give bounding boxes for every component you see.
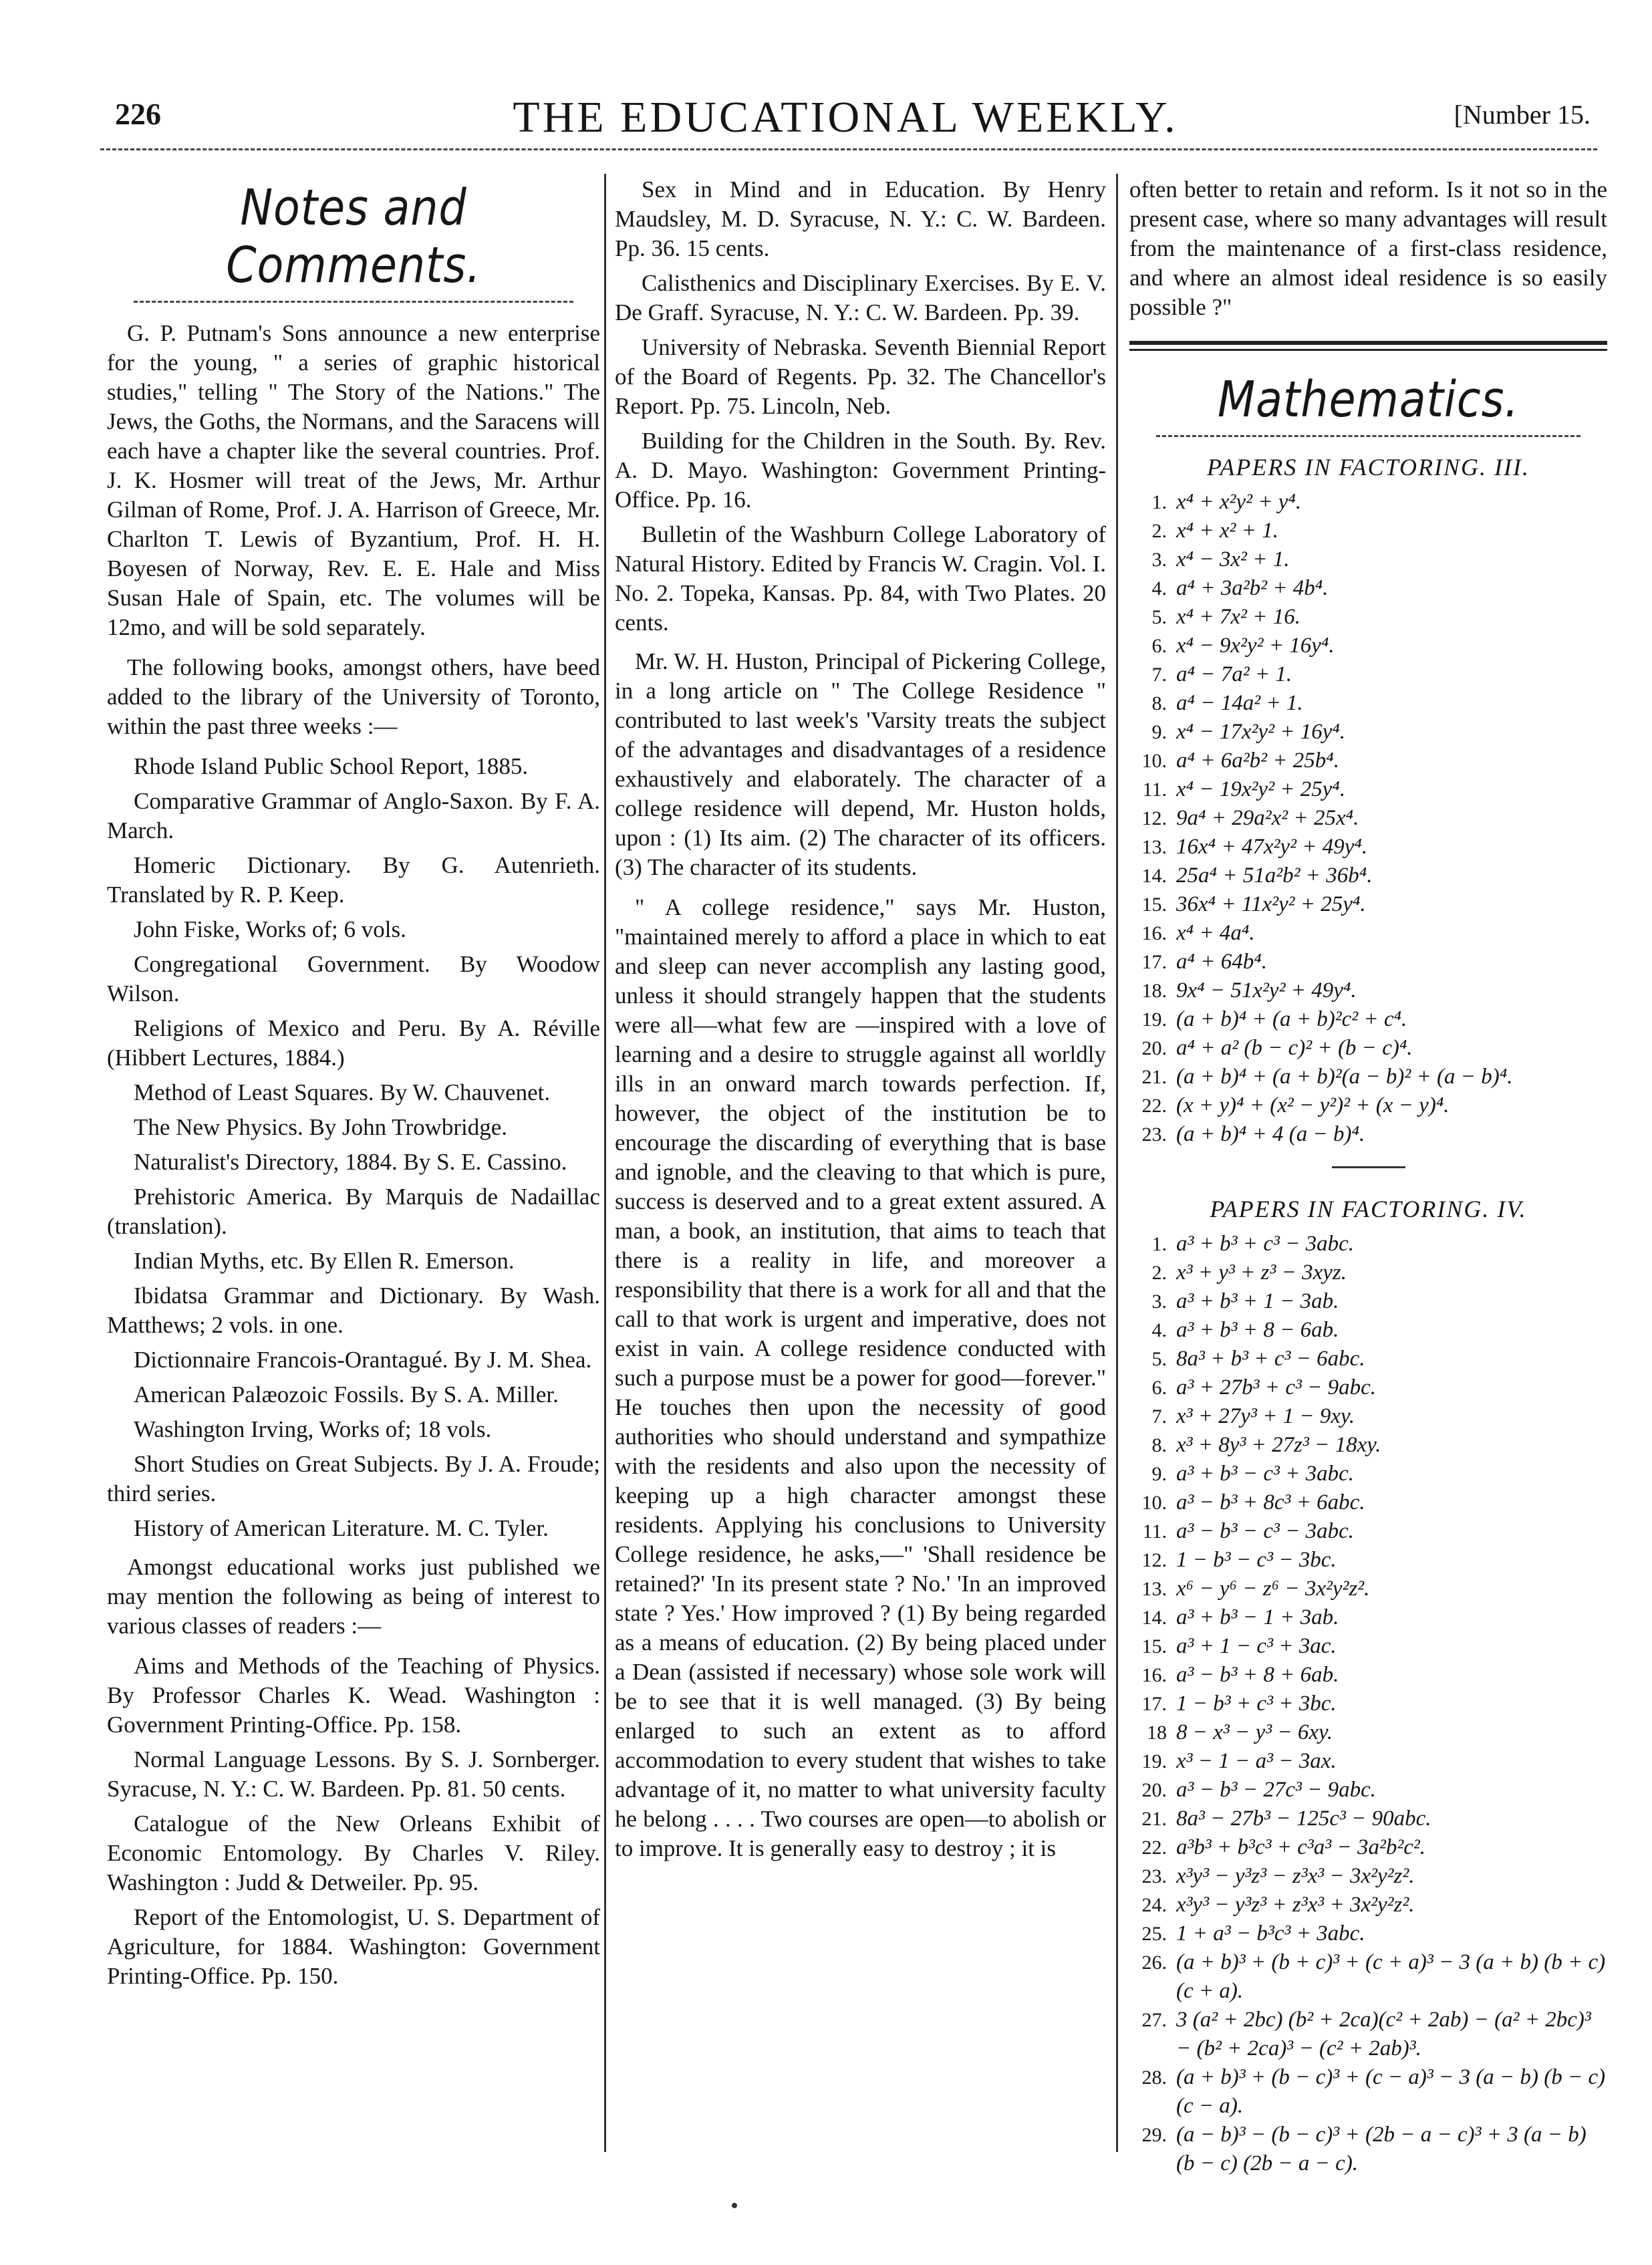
problem-expression: a³ − b³ + 8 + 6ab.: [1176, 1663, 1339, 1687]
problem-expression: x⁶ − y⁶ − z⁶ − 3x²y²z².: [1176, 1577, 1370, 1601]
list-item: Dictionnaire Francois-Orantagué. By J. M. Shea.: [134, 1347, 592, 1373]
list-item: American Palæozoic Fossils. By S. A. Miller.: [134, 1381, 559, 1408]
problem-item: [1129, 1833, 1607, 1862]
list-item: Rhode Island Public School Report, 1885.: [134, 753, 529, 779]
problem-item: [1129, 488, 1607, 517]
problem-item: [1129, 1805, 1607, 1833]
list-item: Catalogue of the New Orleans Exhibit of Economic Entomology. By Charles V. Riley. Washington : Judd & Detweiler. Pp. 95.: [107, 1811, 600, 1895]
problem-expression: a³ + b³ − 1 + 3ab.: [1176, 1605, 1339, 1629]
problem-number: 19.: [1141, 1750, 1167, 1772]
problem-item: [1129, 1345, 1607, 1373]
list-item: John Fiske, Works of; 6 vols.: [134, 916, 406, 942]
problem-number: 29.: [1141, 2124, 1167, 2146]
problem-item: [1129, 1063, 1607, 1091]
problem-item: [1129, 1891, 1607, 1919]
column-mathematics: [1129, 175, 1607, 2185]
problem-expression: 36x⁴ + 11x²y² + 25y⁴.: [1176, 892, 1366, 916]
problem-number: 10.: [1141, 750, 1167, 772]
problem-expression: a³ + b³ − c³ + 3abc.: [1176, 1462, 1355, 1486]
book-list: [107, 752, 600, 1543]
list-item: Comparative Grammar of Anglo-Saxon. By F. A. March.: [107, 788, 600, 843]
heading-rule: [134, 301, 573, 303]
problem-expression: x⁴ − 17x²y² + 16y⁴.: [1176, 720, 1346, 744]
issue-number: [Number 15.: [1454, 100, 1591, 130]
problem-number: 3.: [1151, 1291, 1167, 1313]
problem-item: [1129, 2121, 1607, 2178]
paragraph: Mr. W. H. Huston, Principal of Pickering College, in a long article on " The College Residence " contributed to last week's 'Varsity treats the subject of the advantages and disadvantages of a residence exhaustively and elaborately. The character of a college residence will depend, Mr. Huston holds, upon : (1) Its aim. (2) The character of its officers. (3) The character of its students.: [615, 648, 1106, 880]
problem-expression: (a + b)⁴ + (a + b)²c² + c⁴.: [1176, 1007, 1407, 1031]
problem-expression: x³ + 27y³ + 1 − 9xy.: [1176, 1404, 1355, 1428]
problem-item: [1129, 1517, 1607, 1546]
problem-item: [1129, 1575, 1607, 1603]
problem-item: [1129, 890, 1607, 919]
paragraph: The following books, amongst others, have beed added to the library of the University of Toronto, within the past three weeks :—: [107, 654, 600, 739]
problem-item: [1129, 1690, 1607, 1718]
problem-item: [1129, 1287, 1607, 1316]
problem-expression: 1 + a³ − b³c³ + 3abc.: [1176, 1921, 1365, 1946]
problem-number: 6.: [1151, 635, 1167, 657]
problem-number: 7.: [1151, 664, 1167, 686]
problem-expression: x⁴ + x²y² + y⁴.: [1176, 490, 1302, 514]
problem-expression: a⁴ − 7a² + 1.: [1176, 662, 1292, 686]
list-item: Prehistoric America. By Marquis de Nadaillac (translation).: [107, 1184, 600, 1239]
page-header: [100, 92, 1591, 146]
problem-expression: a³ + 27b³ + c³ − 9abc.: [1176, 1375, 1377, 1400]
problem-expression: (a + b)⁴ + (a + b)²(a − b)² + (a − b)⁴.: [1176, 1065, 1513, 1089]
problem-number: 9.: [1151, 721, 1167, 743]
problem-number: 16.: [1141, 1664, 1167, 1686]
problem-item: [1129, 660, 1607, 689]
paragraph: " A college residence," says Mr. Huston, "maintained merely to afford a place in which to eat and sleep can never accomplish any lasting good, unless it should strangely happen that the students were all—what few are —inspired with a love of learning and a desire to struggle against all worldly ills in an onward march towards perfection. If, however, the object of the institution be to encourage the discarding of everything that is base and ignoble, and the cleaving to that which is pure, success is deserved and to a great extent assured. A man, a book, an institution, that aims to teach that there is a reality in life, and moreover a responsibility that there is a work for all and that the call to that work is urgent and imperative, does not exist in vain. A college residence conducted with such a purpose must be a power for good—forever." He touches then upon the necessity of good authorities who should understand and sympathize with the residents and also upon the necessity of keeping up a high character amongst these residents. Applying his conclusions to University College residence, he asks,—" 'Shall residence be retained?' 'In its present state ? No.' 'In an improved state ? Yes.' How improved ? (1) By being regarded as a means of education. (2) By being placed under a Dean (assisted if necessary) whose sole work will be to see that it is well managed. (3) By being enlarged to such an extent as to afford accommodation to every student that wishes to take advantage of it, no matter to what university faculty he belong . . . . Two courses are open—to abolish or to improve. It is generally easy to destroy ; it is: [615, 894, 1106, 1861]
problem-item: [1129, 1258, 1607, 1287]
problem-expression: 16x⁴ + 47x²y² + 49y⁴.: [1176, 835, 1368, 859]
page-number: 226: [115, 97, 161, 131]
list-item: The New Physics. By John Trowbridge.: [134, 1114, 508, 1140]
problem-expression: a⁴ + 64b⁴.: [1176, 950, 1267, 974]
list-item: History of American Literature. M. C. Tyler.: [134, 1515, 549, 1541]
problem-expression: 25a⁴ + 51a²b² + 36b⁴.: [1176, 863, 1373, 888]
problem-expression: 3 (a² + 2bc) (b² + 2ca)(c² + 2ab) − (a² + 2bc)³ − (b² + 2ca)³ − (c² + 2ab)³.: [1176, 2008, 1591, 2060]
problem-number: 13.: [1141, 1578, 1167, 1600]
problem-item: [1129, 603, 1607, 632]
problem-number: 10.: [1141, 1492, 1167, 1514]
paragraph-continuation: often better to retain and reform. Is it not so in the present case, where so many advantages will result from the maintenance of a first-class residence, and where an almost ideal residence is so easily possible ?": [1129, 176, 1607, 320]
list-item: Ibidatsa Grammar and Dictionary. By Wash. Matthews; 2 vols. in one.: [107, 1283, 600, 1338]
section-heading-notes: Notes and Comments.: [226, 179, 481, 294]
list-item: Short Studies on Great Subjects. By J. A. Froude; third series.: [107, 1451, 600, 1506]
problem-item: [1129, 1603, 1607, 1632]
problem-expression: (a + b)³ + (b − c)³ + (c − a)³ − 3 (a − b) (b − c) (c − a).: [1176, 2065, 1606, 2118]
problem-expression: x⁴ − 3x² + 1.: [1176, 547, 1290, 571]
paragraph: G. P. Putnam's Sons announce a new enterprise for the young, " a series of graphic historical studies," telling " The Story of the Nations." The Jews, the Goths, the Normans, and the Saracens will each have a chapter like the several countries. Prof. J. K. Hosmer will treat of the Jews, Mr. Arthur Gilman of Rome, Prof. J. A. Harrison of Greece, Mr. Charlton T. Lewis of Byzantium, Prof. H. H. Boyesen of Norway, Rev. E. E. Hale and Miss Susan Hale of Spain, etc. The volumes will be 12mo, and will be sold separately.: [107, 320, 600, 640]
header-rule: [100, 148, 1597, 153]
section-rule: [1129, 341, 1607, 351]
list-item: Aims and Methods of the Teaching of Physics. By Professor Charles K. Wead. Washington : Government Printing-Office. Pp. 158.: [107, 1653, 600, 1738]
problem-number: 22.: [1141, 1837, 1167, 1859]
footer-dot: [732, 2203, 737, 2208]
problem-number: 17.: [1141, 1693, 1167, 1715]
problem-number: 1.: [1151, 1233, 1167, 1255]
problem-expression: x³ + 8y³ + 27z³ − 18xy.: [1176, 1433, 1381, 1457]
journal-title: THE EDUCATIONAL WEEKLY.: [513, 93, 1178, 142]
problem-expression: x³ + y³ + z³ − 3xyz.: [1176, 1260, 1347, 1285]
list-item: Method of Least Squares. By W. Chauvenet.: [134, 1079, 551, 1105]
problem-number: 19.: [1141, 1009, 1167, 1031]
problem-item: [1129, 1373, 1607, 1402]
problem-expression: 8 − x³ − y³ − 6xy.: [1176, 1720, 1333, 1744]
problem-number: 2.: [1151, 520, 1167, 542]
problem-item: [1129, 718, 1607, 747]
problem-expression: a⁴ − 14a² + 1.: [1176, 691, 1303, 715]
problem-expression: x⁴ − 19x²y² + 25y⁴.: [1176, 777, 1346, 801]
list-item: Building for the Children in the South. By. Rev. A. D. Mayo. Washington: Government Printing-Office. Pp. 16.: [615, 428, 1106, 513]
problem-item: [1129, 948, 1607, 976]
problem-number: 7.: [1151, 1406, 1167, 1428]
problem-expression: (a + b)⁴ + 4 (a − b)⁴.: [1176, 1122, 1365, 1146]
problem-item: [1129, 1005, 1607, 1034]
problem-list: [1129, 488, 1607, 1149]
problem-number: 11.: [1142, 1520, 1167, 1543]
problem-item: [1129, 1460, 1607, 1488]
problem-number: 6.: [1151, 1377, 1167, 1399]
problem-item: [1129, 1919, 1607, 1948]
problem-number: 11.: [1142, 779, 1167, 801]
problem-expression: (x + y)⁴ + (x² − y²)² + (x − y)⁴.: [1176, 1093, 1450, 1117]
problem-item: [1129, 775, 1607, 804]
divider: [1332, 1166, 1405, 1168]
problem-item: [1129, 919, 1607, 948]
problem-number: 12.: [1141, 807, 1167, 829]
heading-rule: [1156, 435, 1580, 437]
problem-item: [1129, 1747, 1607, 1776]
problem-item: [1129, 545, 1607, 574]
section-heading-mathematics: Mathematics.: [1218, 371, 1519, 428]
problem-expression: a³ − b³ − c³ − 3abc.: [1176, 1519, 1355, 1543]
problem-item: [1129, 833, 1607, 861]
paragraph: Amongst educational works just published we may mention the following as being of interest to various classes of readers :—: [107, 1554, 600, 1639]
problem-item: [1129, 747, 1607, 775]
problem-number: 13.: [1141, 836, 1167, 858]
problem-number: 17.: [1141, 951, 1167, 973]
problem-expression: a³ − b³ − 27c³ − 9abc.: [1176, 1778, 1377, 1802]
list-item: Normal Language Lessons. By S. J. Sornberger. Syracuse, N. Y.: C. W. Bardeen. Pp. 81. 50 cents.: [107, 1746, 600, 1802]
column-divider: [1116, 174, 1118, 2152]
problem-expression: x⁴ + 4a⁴.: [1176, 921, 1255, 945]
problem-number: 14.: [1141, 865, 1167, 887]
problem-number: 20.: [1141, 1779, 1167, 1801]
problem-number: 20.: [1141, 1037, 1167, 1059]
problem-expression: x³y³ − y³z³ − z³x³ − 3x²y²z².: [1176, 1864, 1415, 1888]
list-item: Report of the Entomologist, U. S. Department of Agriculture, for 1884. Washington: Government Printing-Office. Pp. 150.: [107, 1904, 600, 1989]
problem-item: [1129, 517, 1607, 545]
problem-expression: a³ + 1 − c³ + 3ac.: [1176, 1634, 1337, 1658]
problem-item: [1129, 1488, 1607, 1517]
problem-expression: x⁴ − 9x²y² + 16y⁴.: [1176, 634, 1335, 658]
list-item: Indian Myths, etc. By Ellen R. Emerson.: [134, 1248, 515, 1274]
problem-number: 21.: [1141, 1066, 1167, 1088]
column-divider: [604, 174, 606, 2152]
problem-item: [1129, 632, 1607, 660]
problem-expression: 8a³ − 27b³ − 125c³ − 90abc.: [1176, 1807, 1431, 1831]
problem-item: [1129, 574, 1607, 603]
problem-number: 18.: [1141, 980, 1167, 1002]
list-item: Religions of Mexico and Peru. By A. Réville (Hibbert Lectures, 1884.): [107, 1015, 600, 1071]
problem-number: 12.: [1141, 1549, 1167, 1571]
problem-number: 23.: [1141, 1123, 1167, 1146]
problem-expression: a³b³ + b³c³ + c³a³ − 3a²b²c².: [1176, 1835, 1426, 1859]
problem-expression: 1 − b³ − c³ − 3bc.: [1176, 1548, 1337, 1572]
problem-number: 15.: [1141, 894, 1167, 916]
problem-item: [1129, 976, 1607, 1005]
problem-expression: a³ − b³ + 8c³ + 6abc.: [1176, 1490, 1365, 1514]
problem-item: [1129, 1316, 1607, 1345]
list-item: University of Nebraska. Seventh Biennial Report of the Board of Regents. Pp. 32. The Chancellor's Report. Pp. 75. Lincoln, Neb.: [615, 334, 1106, 419]
problem-item: [1129, 1120, 1607, 1149]
problem-item: [1129, 1546, 1607, 1575]
problem-number: 25.: [1141, 1923, 1167, 1945]
problem-number: 14.: [1141, 1607, 1167, 1629]
problem-expression: 1 − b³ + c³ + 3bc.: [1176, 1692, 1337, 1716]
problem-number: 5.: [1151, 1348, 1167, 1370]
problem-expression: a³ + b³ + 1 − 3ab.: [1176, 1289, 1339, 1313]
problem-item: [1129, 1091, 1607, 1120]
problem-item: [1129, 1034, 1607, 1063]
problem-number: 23.: [1141, 1865, 1167, 1887]
problem-number: 22.: [1141, 1095, 1167, 1117]
works-list: [107, 1651, 600, 1991]
problem-item: [1129, 1632, 1607, 1661]
problem-expression: a³ + b³ + c³ − 3abc.: [1176, 1232, 1355, 1256]
problem-expression: a⁴ + 3a²b² + 4b⁴.: [1176, 576, 1329, 600]
problem-number: 8.: [1151, 692, 1167, 714]
problem-item: [1129, 1718, 1607, 1747]
problem-item: [1129, 861, 1607, 890]
problem-expression: 9a⁴ + 29a²x² + 25x⁴.: [1176, 806, 1359, 830]
problem-number: 27.: [1141, 2009, 1167, 2031]
problem-expression: x⁴ + x² + 1.: [1176, 519, 1278, 543]
problem-expression: 8a³ + b³ + c³ − 6abc.: [1176, 1347, 1365, 1371]
problem-expression: a³ + b³ + 8 − 6ab.: [1176, 1318, 1339, 1342]
problem-number: 2.: [1151, 1262, 1167, 1284]
problem-number: 9.: [1151, 1463, 1167, 1485]
problem-number: 3.: [1151, 549, 1167, 571]
problem-number: 1.: [1151, 491, 1167, 513]
problem-number: 21.: [1141, 1808, 1167, 1830]
problem-expression: x³ − 1 − a³ − 3ax.: [1176, 1749, 1337, 1773]
works-list: [615, 175, 1106, 638]
problem-expression: a⁴ + 6a²b² + 25b⁴.: [1176, 749, 1340, 773]
problem-number: 15.: [1141, 1635, 1167, 1657]
problem-item: [1129, 2006, 1607, 2063]
problem-item: [1129, 2063, 1607, 2121]
problems-title: PAPERS IN FACTORING. IV.: [1210, 1196, 1527, 1222]
problem-item: [1129, 1402, 1607, 1431]
problem-number: 8.: [1151, 1434, 1167, 1456]
problem-item: [1129, 689, 1607, 718]
problem-number: 16.: [1141, 922, 1167, 944]
list-item: Homeric Dictionary. By G. Autenrieth. Translated by R. P. Keep.: [107, 852, 600, 908]
column-notes: [107, 175, 600, 2000]
problem-item: [1129, 1431, 1607, 1460]
problem-item: [1129, 804, 1607, 833]
list-item: Washington Irving, Works of; 18 vols.: [134, 1416, 492, 1442]
problem-number: 18: [1147, 1722, 1167, 1744]
problem-item: [1129, 1661, 1607, 1690]
problem-expression: 9x⁴ − 51x²y² + 49y⁴.: [1176, 978, 1357, 1003]
list-item: Calisthenics and Disciplinary Exercises. By E. V. De Graff. Syracuse, N. Y.: C. W. Bardeen. Pp. 39.: [615, 270, 1106, 325]
problem-expression: x⁴ + 7x² + 16.: [1176, 605, 1300, 629]
list-item: Congregational Government. By Woodow Wilson.: [107, 951, 600, 1007]
list-item: Sex in Mind and in Education. By Henry Maudsley, M. D. Syracuse, N. Y.: C. W. Bardeen. Pp. 36. 15 cents.: [615, 176, 1106, 261]
column-middle: [615, 175, 1106, 1874]
problem-number: 28.: [1141, 2067, 1167, 2089]
problem-list: [1129, 1230, 1607, 2178]
problem-item: [1129, 1948, 1607, 2006]
problem-item: [1129, 1776, 1607, 1805]
list-item: Naturalist's Directory, 1884. By S. E. Cassino.: [134, 1149, 567, 1175]
problem-item: [1129, 1230, 1607, 1258]
problem-expression: (a − b)³ − (b − c)³ + (2b − a − c)³ + 3 (a − b) (b − c) (2b − a − c).: [1176, 2123, 1587, 2175]
problem-expression: a⁴ + a² (b − c)² + (b − c)⁴.: [1176, 1036, 1413, 1060]
problem-item: [1129, 1862, 1607, 1891]
problem-number: 24.: [1141, 1894, 1167, 1916]
problem-expression: x³y³ − y³z³ + z³x³ + 3x²y²z².: [1176, 1893, 1415, 1917]
list-item: Bulletin of the Washburn College Laboratory of Natural History. Edited by Francis W. Cragin. Vol. I. No. 2. Topeka, Kansas. Pp. 84, with Two Plates. 20 cents.: [615, 521, 1106, 636]
problems-title: PAPERS IN FACTORING. III.: [1207, 454, 1530, 481]
problem-number: 5.: [1151, 606, 1167, 628]
problem-number: 4.: [1151, 1319, 1167, 1341]
problem-expression: (a + b)³ + (b + c)³ + (c + a)³ − 3 (a + b) (b + c) (c + a).: [1176, 1950, 1606, 2003]
problem-number: 26.: [1141, 1952, 1167, 1974]
problem-number: 4.: [1151, 577, 1167, 599]
